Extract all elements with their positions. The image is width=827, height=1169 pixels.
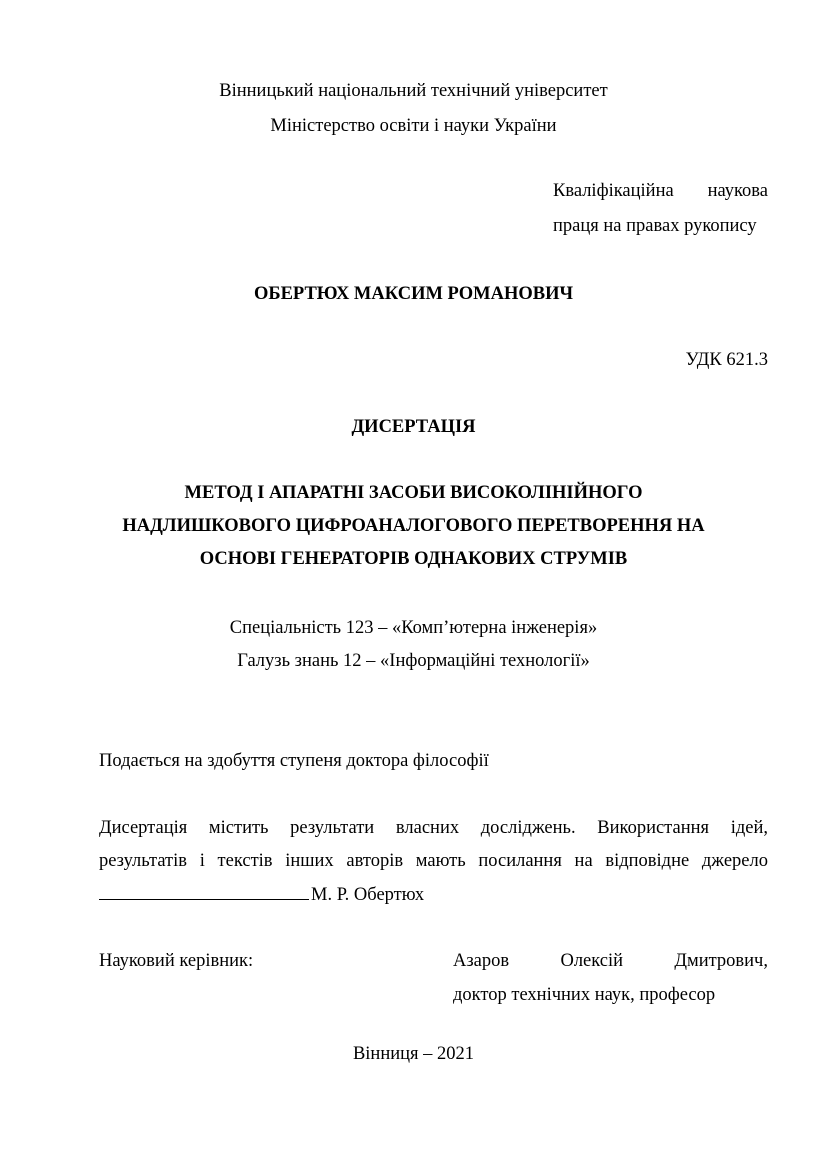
document-type: ДИСЕРТАЦІЯ [351,417,476,437]
supervisor-credentials: доктор технічних наук, професор [453,985,716,1005]
originality-line-1: Дисертація містить результати власних досліджень. Використання ідей, [99,818,768,838]
title-line-2: НАДЛИШКОВОГО ЦИФРОАНАЛОГОВОГО ПЕРЕТВОРЕННЯ НА [122,516,705,536]
field-of-knowledge: Галузь знань 12 – «Інформаційні технології» [237,651,590,671]
title-line-3: ОСНОВІ ГЕНЕРАТОРІВ ОДНАКОВИХ СТРУМІВ [199,549,628,569]
specialty: Спеціальність 123 – «Комп’ютерна інженерія» [229,618,598,638]
originality-line-2: результатів і текстів інших авторів мають посилання на відповідне джерело [99,851,768,871]
signature-name: М. Р. Обертюх [311,885,425,905]
signature-line [99,885,309,900]
degree-statement: Подається на здобуття ступеня доктора філософії [99,751,489,771]
supervisor-full-name [453,952,768,971]
university-name: Вінницький національний технічний університет [219,81,608,101]
manuscript-word-1: Кваліфікаційна [553,181,674,201]
supervisor-given-name: Олексій [560,951,624,971]
supervisor-label: Науковий керівник: [99,951,254,971]
manuscript-note-line2: праця на правах рукопису [553,216,757,236]
originality-signature [99,885,424,905]
manuscript-word-2: наукова [707,181,768,201]
author-name: ОБЕРТЮХ МАКСИМ РОМАНОВИЧ [253,284,574,304]
supervisor-surname: Азаров [453,951,510,971]
ministry-name: Міністерство освіти і науки України [270,116,557,136]
manuscript-note-line1 [553,182,768,201]
udc-code: УДК 621.3 [685,350,768,370]
supervisor-patronymic: Дмитрович, [674,951,768,971]
title-line-1: МЕТОД І АПАРАТНІ ЗАСОБИ ВИСОКОЛІНІЙНОГО [184,483,643,503]
city-year: Вінниця – 2021 [352,1044,475,1064]
